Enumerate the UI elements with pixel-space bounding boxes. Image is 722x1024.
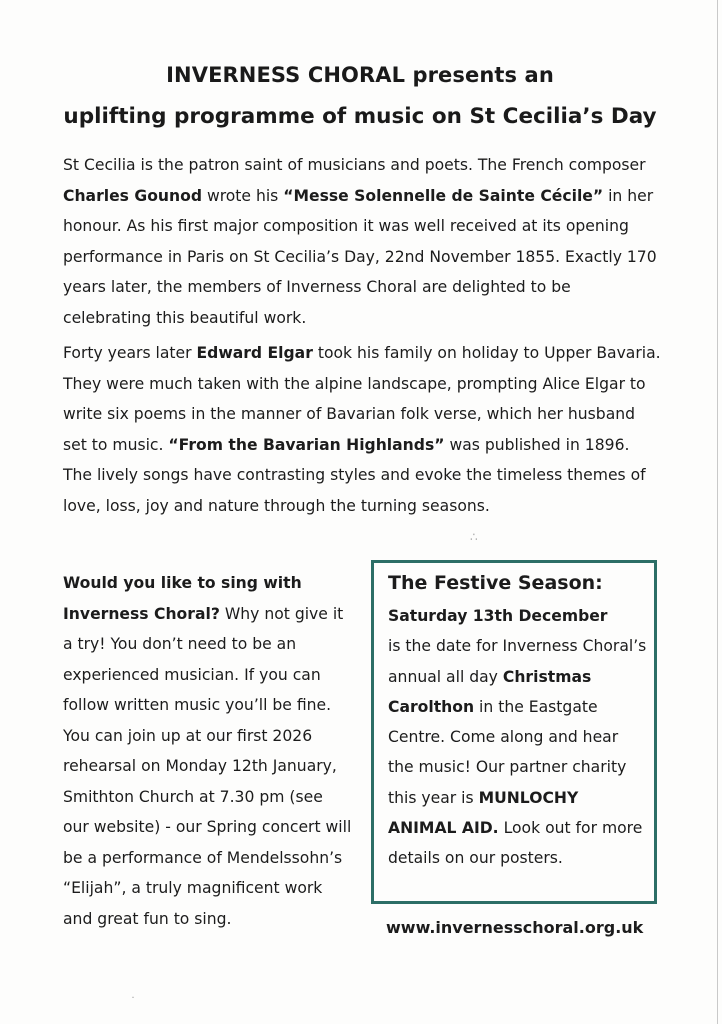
p2-text-c: took his family on holiday to Upper Bavaria. They were much taken with the alpine landscape, prompting Alice Elgar to write six poems in the manner of Bavarian folk verse, which her husband set to music. <box>63 344 661 454</box>
festive-event: Christmas Carolthon <box>388 667 592 716</box>
elgar-name: Edward Elgar <box>196 344 313 362</box>
scan-edge-line <box>717 0 718 1024</box>
p1-text-e: in her honour. As his first major composition it was well received at its opening performance in Paris on St Cecilia’s Day, 22nd November 1855. Exactly 170 years later, the members of Inverness Choral are delighted to be celebrating this beautiful work. <box>63 186 657 327</box>
scan-speck: ˙ <box>130 995 136 1009</box>
festive-paragraph <box>388 601 648 874</box>
festive-box-content <box>388 569 648 874</box>
p2-text-a: Forty years later <box>63 344 197 362</box>
festive-text-b: in the Eastgate Centre. Come along and hear the music! Our partner charity this year is <box>388 697 627 807</box>
festive-heading: The Festive Season: <box>388 572 603 594</box>
join-choir-paragraph <box>63 568 353 934</box>
messe-title: “Messe Solennelle de Sainte Cécile” <box>283 186 604 205</box>
title-line-2: uplifting programme of music on St Cecilia’s Day <box>63 104 657 129</box>
gounod-name: Charles Gounod <box>63 186 202 205</box>
join-question: Would you like to sing with Inverness Choral? <box>63 574 302 623</box>
festive-date: Saturday 13th December <box>388 607 608 625</box>
bavarian-title: “From the Bavarian Highlands” <box>168 435 445 454</box>
scan-speck: ∴ <box>470 530 478 544</box>
join-text: Why not give it a try! You don’t need to be an experienced musician. If you can follow written music you’ll be fine. You can join up at our first 2026 rehearsal on Monday 12th January, Smithton Church at 7.30 pm (see our website) - our Spring concert will be a performance of Mendelssohn’s “Elijah”, a truly magnificent work and great fun to sing. <box>63 604 352 928</box>
website-link[interactable]: www.invernesschoral.org.uk <box>386 918 644 937</box>
festive-text-a: is the date for Inverness Choral’s annual all day <box>388 637 647 686</box>
title-line-1: INVERNESS CHORAL presents an <box>166 63 554 87</box>
festive-charity: MUNLOCHY ANIMAL AID. <box>388 788 579 838</box>
p1-text-c: wrote his <box>201 186 284 205</box>
festive-season-box <box>371 560 657 904</box>
intro-paragraph-elgar <box>63 338 663 521</box>
p1-text-a: St Cecilia is the patron saint of musicians and poets. The French composer <box>63 156 646 174</box>
festive-text-c: Look out for more details on our posters. <box>388 819 643 868</box>
intro-paragraph-gounod <box>63 150 663 333</box>
p2-text-e: was published in 1896. The lively songs have contrasting styles and evoke the timeless themes of love, loss, joy and nature through the turning seasons. <box>63 435 646 515</box>
